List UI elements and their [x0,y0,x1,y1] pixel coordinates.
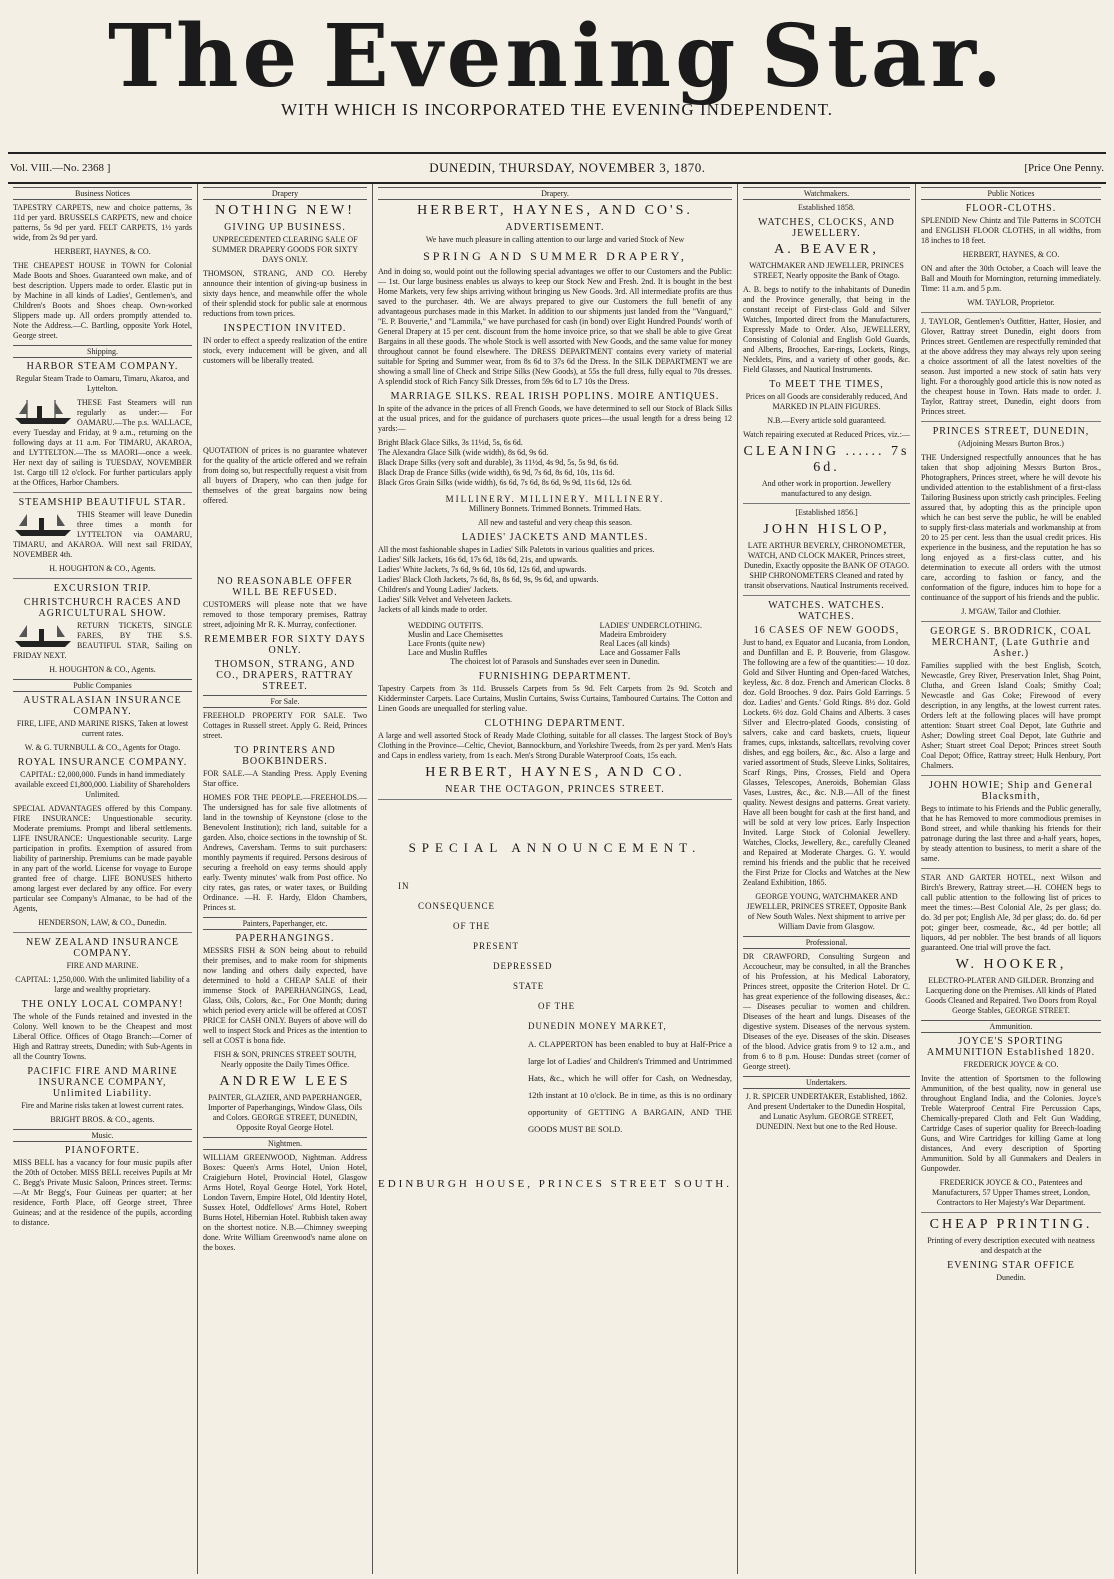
divider [921,868,1101,869]
ad-star-garter: STAR AND GARTER HOTEL, next Wilson and Birch's Brewery, Rattray street.—H. COHEN begs to call public attention to the following list of prices to meet the times:—Best Colonial Ale, 2s per glass; do. do. 3d per pot; English Ale, 3d per glass; do. do. 6d per pot; ginger beer, cosmeade, &c., 4d per bottle; all liquors, 4d per nobbler. The best brands of all liquors guaranteed. One trial will prove the fact. [921,873,1101,952]
section-header: Business Notices [13,187,192,200]
section-header: Ammunition. [921,1020,1101,1033]
ad-taylor: J. TAYLOR, Gentlemen's Outfitter, Hatter, Hosier, and Glover, Rattray street Dunedin, eight doors from Princes street. Gentlemen are respectfully reminded that at the above address they may always rely upon seeing a choice assortment of all the latest novelties of the season. Just imported a new stock of satin hats very light. For a thoroughly good article this is now noted as the cheapest house in Town. Hats made to order. J. Taylor, Rattray street, Dunedin, eight doors from Princes street. [921,317,1101,416]
ad-title: THE ONLY LOCAL COMPANY! [21,999,184,1010]
ad-body: Fire and Marine risks taken at lowest current rates. [21,1101,184,1110]
ad-title: AUSTRALASIAN INSURANCE COMPANY. [23,695,182,717]
section-header: Professional. [743,936,910,949]
ad-body: CUSTOMERS will please note that we have removed to those temporary premises, Rattray street, adjoining Mr R. K. Murray, confectioner. [203,600,367,629]
ad-body: THESE Fast Steamers will run regularly as under:— For OAMARU.—The p.s. WALLACE, every Tuesday and Friday, at 9 a.m., returning on the following days at 11 a.m. For TIMARU, AKAROA, and LYTTELTON.—The ss MAORI—once a week. Her next day of sailing is TUESDAY, NOVEMBER 1st. Cargo till 12 o'clock. For further particulars apply at the Offices, Harbor Chambers. [13,398,192,487]
cascade-line: OF THE [453,921,491,931]
ad-subtitle: Regular Steam Trade to Oamaru, Timaru, Akaroa, and Lyttelton. [15,374,190,393]
list-item: Ladies' Black Cloth Jackets, 7s 6d, 8s, 8s 6d, 9s, 9s 6d, and upwards. [378,575,599,584]
divider [921,1212,1101,1213]
volume-number: Vol. VIII.—No. 2368 ] [10,162,111,174]
list-item: Ladies' Silk Jackets, 16s 6d, 17s 6d, 18s 6d, 21s, and upwards. [378,555,578,564]
ad-subtitle: WATCHMAKER AND JEWELLER, PRINCES STREET, Nearly opposite the Bank of Otago. [749,261,904,280]
list-item: Lace and Muslin Ruffles [408,648,488,657]
list-item: Children's and Young Ladies' Jackets. [378,585,499,594]
ad-crawford: DR CRAWFORD, Consulting Surgeon and Accoucheur, may be consulted, in all the Branches of his Profession, at his Medical Laboratory, Princes street, opposite the Criterion Hotel. Dr C. has great experience of the following diseases, &c.:— Diseases peculiar to women and children. Diseases of the heart and lungs. Diseases of the digestive system. Diseases of the nervous system. Diseases of the eye. Diseases of the skin. Diseases of the blood. Advice gratis from 9 to 12 a.m., and from 6 to 8 p.m. House: Dundas street (corner of George street). [743,952,910,1071]
ad-body: Invite the attention of Sportsmen to the following Ammunition, of the best quality, now in general use throughout England India, and the Colonies. Joyce's Treble Waterproof Central Fire Percussion Caps, Chemically-prepared Cloth and Felt Gun Wadding, Cartridge Cases of superior quality for Breech-loading Guns, and Wire Cartridges for killing Game at long distances, And every description of Sporting Ammunition. Sold by all Gunmakers and Dealers in Gunpowder. [921,1074,1101,1173]
ad-body: THOMSON, STRANG, AND CO. Hereby announce their intention of giving-up business in sixty days hence, and meanwhile offer the whole of their splendid stock for public sale at enormous reductions from town prices. [203,269,367,318]
section-header: Public Notices [921,187,1101,200]
ad-title: HARBOR STEAM COMPANY. [26,361,179,372]
list-item: Madeira Embroidery [599,630,667,639]
ad-body: PAINTER, GLAZIER, AND PAPERHANGER, Importer of Paperhangings, Window Glass, Oils and Colors. GEORGE STREET, DUNEDIN, Opposite Royal George Hotel. [208,1093,362,1132]
wedding-underclothing [378,621,732,657]
ad-signature: FREDERICK JOYCE & CO., Patentees and Manufacturers, 57 Upper Thames street, London, Contractors to Her Majesty's War Department. [931,1178,1091,1207]
ad-return [13,621,192,661]
ad-headline: HERBERT, HAYNES, AND CO'S. [417,203,693,218]
ad-body: ELECTRO-PLATER AND GILDER. Bronzing and Lacquering done on the Premises. All kinds of Plated Goods Cleaned and Repaired. Two Doors from Royal George Stables, GEORGE STREET. [925,976,1097,1015]
divider [13,932,192,933]
cascade-line: DUNEDIN MONEY MARKET, [528,1021,667,1031]
ad-signature: WM. TAYLOR, Proprietor. [967,298,1055,307]
list-item: All the most fashionable shapes in Ladies' Silk Paletots in various qualities and prices. [378,545,655,554]
list-item: Lace and Gossamer Falls [599,648,681,657]
divider [921,421,1101,422]
ad-body: We have much pleasure in calling attention to our large and varied Stock of New [425,235,685,244]
list-item: LADIES' UNDERCLOTHING. [599,621,702,630]
ad-coach: ON and after the 30th October, a Coach will leave the Ball and Mouth for Mornington, returning immediately. Time: 11 a.m. and 5 p.m. [921,264,1101,293]
masthead [8,0,1106,119]
ad-edinburgh-house: EDINBURGH HOUSE, PRINCES STREET SOUTH. [378,1178,732,1190]
divider [13,578,192,579]
masthead-word-3: Star. [761,6,1006,107]
ad-clapperton: A. CLAPPERTON has been enabled to buy at Half-Price a large lot of Ladies' and Children's Trimmed and Untrimmed Hats, &c., which he will offer for Cash, on Wednesday, 12th instant at 10 o'clock. Be in time, as this is no ordinary opportunity of GETTING A BARGAIN, AND THE GOODS MUST BE SOLD. [528,1039,732,1134]
ad-spicer: J. R. SPICER UNDERTAKER, Established, 1862. And present Undertaker to the Dunedin Hospital, and Lunatic Asylum. GEORGE STREET, DUNEDIN. Next but one to the Red House. [745,1092,908,1131]
ad-freehold: FREEHOLD PROPERTY FOR SALE. Two Cottages in Russell street. Apply G. Reid, Princes street. [203,711,367,740]
section-header: Painters, Paperhanger, etc. [203,917,367,930]
ad-body: Dunedin. [996,1273,1026,1282]
masthead-word-2: Evening [323,6,740,107]
ad-title: NO REASONABLE OFFER WILL BE REFUSED. [217,576,353,598]
ad-headline: ANDREW LEES [219,1074,351,1089]
ad-body: Tapestry Carpets from 3s 11d. Brussels Carpets from 5s 9d. Felt Carpets from 2s 9d. Scotch and Kidderminster Carpets. Lace Curtains, Muslin Curtains, Swiss Curtains, Tamboured Curtains. The Cotton and Linen Goods are unequalled for sterling value. [378,684,732,713]
ad-title: WATCHES, CLOCKS, AND JEWELLERY. [758,217,895,239]
ad-title: INSPECTION INVITED. [223,323,347,334]
ad-title: STEAMSHIP BEAUTIFUL STAR. [18,497,187,508]
divider [921,621,1101,622]
ad-title: 16 CASES OF NEW GOODS, [753,625,900,636]
ad-signature: BRIGHT BROS. & CO., agents. [50,1115,155,1124]
ad-title: EVENING STAR OFFICE [947,1260,1075,1271]
list-item: Black Drape Silks (very soft and durable), 3s 11½d, 4s 9d, 5s, 5s 9d, 6s 6d. [378,458,619,467]
ad-body: A. B. begs to notify to the inhabitants of Dunedin and the Province generally, that being in the constant receipt of First-class Gold and Silver Watches, Imported direct from the Manufacturers, Expressly Made to Order. Also, JEWELLERY, Consisting of Colonial and English Gold Guards, and Alberts, Brooches, Ear-rings, Lockets, Rings, Necklets, Pins, and a variety of other goods, &c. Field Glasses, and Nautical Instruments. [743,285,910,374]
wedding-list [408,621,503,657]
ad-signature: THOMSON, STRANG, AND CO., DRAPERS, RATTRAY STREET. [214,659,356,692]
list-item: Black Drap de France Silks (wide width), 6s 9d, 7s 6d, 8s 6d, 10s, 11s 6d. [378,468,615,477]
ad-pianoforte: MISS BELL has a vacancy for four music pupils after the 20th of October. MISS BELL receives Pupils at Mr C. Begg's Private Music Saloon, Princes street. Terms:—At Mr Begg's, Four Guineas per quarter; at her residence, Forth Place, off George street, Three Guineas; and at the residence of the pupils, according to distance. [13,1158,192,1227]
section-header: Drapery. [378,187,732,200]
divider [921,312,1101,313]
ad-body: QUOTATION of prices is no guarantee whatever for the quality of the article offered and we refrain from doing so, but respectfully request a visit from all buyers of Drapery, who can then judge for themselves of the great bargains now being offered. [203,446,367,505]
list-item: WEDDING OUTFITS. [408,621,484,630]
ad-headline: CLEANING ...... 7s 6d. [743,444,910,475]
ad-signature: W. & G. TURNBULL & CO., Agents for Otago. [24,743,181,752]
section-header: Watchmakers. [743,187,910,200]
issue-date: DUNEDIN, THURSDAY, NOVEMBER 3, 1870. [429,160,706,175]
ad-body: The choicest lot of Parasols and Sunshades ever seen in Dunedin. [450,657,660,666]
ad-signature: HERBERT, HAYNES, & CO. [962,250,1060,259]
ad-carpets: TAPESTRY CARPETS, new and choice patterns, 3s 11d per yard. BRUSSELS CARPETS, new and choice patterns, 5s 9d per yard. FELT CARPETS, 1½ yards wide, from 2s 9d per yard. [13,203,192,242]
masthead-subtitle: WITH WHICH IS INCORPORATED THE EVENING INDEPENDENT. [281,100,833,119]
ad-signature: H. HOUGHTON & CO., Agents. [49,665,156,674]
ad-title: NEW ZEALAND INSURANCE COMPANY. [25,937,180,959]
ad-press: FOR SALE.—A Standing Press. Apply Evening Star office. [203,769,367,788]
ad-signature: HERBERT, HAYNES, & CO. [54,247,151,256]
ad-headline: NOTHING NEW! [215,203,355,218]
ad-greenwood: WILLIAM GREENWOOD, Nightman. Address Boxes: Queen's Arms Hotel, Union Hotel, Craigieburn Hotel, Provincial Hotel, Glasgow Arms Hotel, Royal George Hotel, York Hotel, London Tavern, Empire Hotel, Old Identity Hotel, Sussex Hotel, Oddfellows' Arms Hotel, Robert Burns Hotel, Hibernian Hotel. Rubbish taken away on the shortest notice. N.B.—Chimney sweeping done. Write William Greenwood's name alone on the boxes. [203,1153,367,1252]
ad-subtitle: Millinery Bonnets. Trimmed Bonnets. Trimmed Hats. [468,504,641,513]
ad-body: RETURN TICKETS, SINGLE FARES, BY THE S.S. BEAUTIFUL STAR, Sailing on FRIDAY NEXT. [13,621,192,660]
list-item: Jackets of all kinds made to order. [378,605,488,614]
millinery-heading: MILLINERY. MILLINERY. MILLINERY. [445,494,665,504]
divider [921,775,1101,776]
underclothing-list [600,621,702,657]
ad-special-advantages: SPECIAL ADVANTAGES offered by this Company. FIRE INSURANCE: Unquestionable security. Moderate premiums. Prompt and liberal settlements. LIFE INSURANCE: Unquestionable security. Large participation in profits. Exemption of assured from liability of partnership. Premiums can be made payable in any part of the world. License for voyage to Europe granted free of charge. LIFE BONUSES hitherto among largest ever declared by any office. For every particular see Company's Almanac, to be had of the Agents, [13,804,192,913]
ad-title: EXCURSION TRIP. [53,583,152,594]
silk-price-list [378,438,732,488]
ad-title: MARRIAGE SILKS. REAL IRISH POPLINS. MOIRE ANTIQUES. [390,391,720,402]
section-header: Shipping. [13,345,192,358]
cascade-line: CONSEQUENCE [418,901,496,911]
ad-established: [Established 1856.] [795,508,858,517]
ad-beautiful-star [13,510,192,560]
ad-title: LADIES' JACKETS AND MANTLES. [461,532,649,543]
cascade-line: DEPRESSED [493,961,553,971]
ad-body: IN order to effect a speedy realization of the entire stock, every inducement will be given, and all customers will be liberally treated. [203,336,367,365]
ad-title: FURNISHING DEPARTMENT. [478,671,632,682]
ad-title: PACIFIC FIRE AND MARINE INSURANCE COMPANY, Unlimited Liability. [27,1066,178,1099]
list-item: Ladies' White Jackets, 7s 6d, 9s 6d, 10s 6d, 12s 6d, and upwards. [378,565,587,574]
cascade-line: IN [398,881,410,891]
ad-body: And other work in proportion. Jewellery manufactured to any design. [761,479,892,498]
list-item: Bright Black Glace Silks, 3s 11½d, 5s, 6s 6d. [378,438,523,447]
ad-body: THIS Steamer will leave Dunedin three times a month for LYTTELTON via OAMARU, TIMARU, and AKAROA. Will next sail FRIDAY, NOVEMBER 4th. [13,510,192,559]
divider [13,492,192,493]
ad-body: N.B.—Every article sold guaranteed. [767,416,886,425]
ad-title: JOHN HOWIE; Ship and General Blacksmith, [928,780,1094,802]
cascade-line: OF THE [538,1001,576,1011]
column-4 [738,184,916,1574]
ad-body: Prices on all Goods are considerably reduced, And MARKED IN PLAIN FIGURES. [745,392,908,411]
ad-signature: H. HOUGHTON & CO., Agents. [49,564,156,573]
ad-body: Just to hand, ex Equator and Lucania, from London, and Dunfillan and E. P. Bouverie, from Glasgow. The following are a few of the quantities:— 10 doz. Gold and Silver Hunting and Open-faced Watches, keyless, &c. 8 doz. French and American Clocks. 8 doz. Gold Brooches. 9 doz. Pairs Gold Earrings. 5 doz. Ladies' and Gents.' Gold Rings. 8½ doz. Gold Lockets. 6½ doz. Gold Chains and Alberts. 3 cases Silver and Electro-plated Goods, consisting of salvers, cake and card baskets, cruets, liqueur frames, cups, inkstands, saltcellars, revolving cover dishes, and egg boilers, &c., &c. Also a large and varied assortment of Studs, Sleeve Links, Solitaires, Scarf Rings, Pins, Crosses, Field and Opera Glasses, Telescopes, Aneroids, Bohemian Glass Vases, Lustres, &c., &c. N.B.—All of the finest quality. Newest designs and patterns. Great variety. Have all been bought for cash at the first hand, and will be sold at very low prices. Early Inspection Invited. Large Stock of Colonial Jewellery. Watches, Clocks, Jewellery, &c., carefully Cleaned and Repaired at Moderate Charges. G. Y. would remind his friends and the public that he received the First Prize for Clocks and Watches at the New Zealand Exhibition, 1865. [743,638,910,887]
section-header: For Sale. [203,695,367,708]
ad-boots: THE CHEAPEST HOUSE in TOWN for Colonial Made Boots and Shoes. Guaranteed own make, and of best description. Uppers made to order. Elastic put in by Machine in all kinds of Ladies', Gentlemen's, and Children's Boots and Shoes cheap. Own-worked Slippers made up. All orders promptly attended to. Note the Address.—C. Bartling, opposite York Hotel, George street. [13,261,192,340]
ad-headline: W. HOOKER, [955,957,1067,972]
ad-fish: MESSRS FISH & SON being about to rebuild their premises, and to make room for shipments now landing and others daily expected, have determined to hold a CHEAP SALE of their immense Stock of PAPERHANGINGS, Lead, Glass, Oils, Colors, &c., For One Month; during which period every article will be offered at COST PRICE for CASH ONLY. Buyers of above will do well to inspect Stock and Prices as the intention to sell at COST is bona fide. [203,946,367,1045]
ad-title: To MEET THE TIMES, [769,379,884,390]
ad-established: Established 1858. [798,203,855,212]
steamship-icon [13,398,73,426]
ad-headline: A. BEAVER, [774,242,879,257]
ad-body: FIRE, LIFE, AND MARINE RISKS, Taken at lowest current rates. [16,719,189,738]
ad-body: Watch repairing executed at Reduced Prices, viz.:— [743,430,910,439]
ad-body: Printing of every description executed with neatness and despatch at the [927,1236,1095,1255]
steamship-icon [13,510,73,538]
ad-headline: JOHN HISLOP, [763,522,890,537]
ad-headline: SPRING AND SUMMER DRAPERY, [423,249,687,263]
ad-signature: HENDERSON, LAW, & CO., Dunedin. [38,918,167,927]
columns [8,184,1106,1574]
divider [743,503,910,504]
ad-title: ADVERTISEMENT. [505,222,605,233]
ad-title: CLOTHING DEPARTMENT. [484,718,626,729]
ad-body: LATE ARTHUR BEVERLY, CHRONOMETER, WATCH, AND CLOCK MAKER, Princes street, Dunedin, Exactly opposite the BANK OF OTAGO. SHIP CHRONOMETERS Cleaned and rated by transit observations. Nautical Instruments received. [743,541,910,590]
ad-body: All new and tasteful and very cheap this season. [478,518,632,527]
dateline [8,152,1106,184]
section-header: Music. [13,1129,192,1142]
ad-title: CHRISTCHURCH RACES AND AGRICULTURAL SHOW. [23,597,182,619]
ad-signature: HERBERT, HAYNES, AND CO. [425,765,685,780]
cascade-line: STATE [513,981,545,991]
list-item: The Alexandra Glace Silk (wide width), 8s 6d, 9s 6d. [378,448,549,457]
list-item: Real Laces (all kinds) [599,639,670,648]
list-item: Muslin and Lace Chemisettes [408,630,503,639]
ad-body: Families supplied with the best English, Scotch, Newcastle, Grey River, Preservation Inlet, Shag Point, Clutha, and Green Island Coals; Smithy Coal; Newcastle and Gas Coke; Firewood of every description, in any lengths, at the lowest current rates. Orders left at the following places will have prompt attention: Stuart street Coal Depot, late Guthrie and Asher; Dowling street Coal Depot, late Guthrie and Asher; Stuart street Coal Depot; Princes street South Coal Depot; Office, Rattray street; Hulk Henbury, Port Chalmers. [921,661,1101,770]
ad-signature: FISH & SON, PRINCES STREET SOUTH, Nearly opposite the Daily Times Office. [213,1050,357,1069]
ad-signature: J. M'GAW, Tailor and Clothier. [961,607,1061,616]
ad-headline: CHEAP PRINTING. [929,1217,1093,1232]
ad-title: PIANOFORTE. [64,1145,141,1156]
ad-title: PRINCES STREET, DUNEDIN, [932,426,1090,437]
ad-harbor [13,398,192,488]
ad-body: CAPITAL: £2,000,000. Funds in hand immediately available exceed £1,800,000. Liability of Shareholders Unlimited. [14,770,191,799]
ad-title: GEORGE S. BRODRICK, COAL MERCHANT, (Late Guthrie and Asher.) [930,626,1092,659]
announcement-cascade [378,876,732,1036]
section-header: Public Companies [13,679,192,692]
list-item: Ladies' Silk Velvet and Velveteen Jackets. [378,595,512,604]
ad-body: SPLENDID New Chintz and Tile Patterns in SCOTCH and ENGLISH FLOOR CLOTHS, in all widths, from 18 inches to 18 feet. [921,216,1101,245]
divider [378,799,732,800]
ad-homes: HOMES FOR THE PEOPLE.—FREEHOLDS.—The undersigned has for sale five allotments of land in the township of Keynstone (close to the Benevolent Institution); rich land, suitable for a garden. Also, choice sections in the township of St. Andrews, Caversham. Terms to suit purchasers: monthly payments if required. Persons desirous of securing a freehold on easy terms should apply early. Twenty minutes' walk from Post office. No city rates, gas rates, or water taxes, or Building Ordinance. —H. F. Hardy, Eldon Chambers, Princes st. [203,793,367,912]
ad-body: THE Undersigned respectfully announces that he has taken that shop adjoining Messrs Burton Bros., Photographers, Princes street, where he will devote his undivided attention to the establishment of a first-class Tailoring Business upon strictly cash principles. Feeling assured that, by adopting this as the principle upon which he can best serve the public, he will be enabled to supply first-class materials and workmanship at from 20 to 25 per cent. less than the usual credit prices. His experience in the business, and the reputation he has so long enjoyed as a first-class cutter, and his determination to execute all orders with the utmost care, according to fashion or fancy, and the conformation of the figure, induces him to hope for a continuance of the support of his friends and the public. [921,453,1101,602]
ad-body: A large and well assorted Stock of Ready Made Clothing, suitable for all classes. The largest Stock of Boy's Clothing in the Province—Celtic, Cheviot, Bannockburn, and Yorkshire Tweeds, from 2s per yard. Men's Hats and Caps in endless variety, from 1s each. Men's Strong Durable Waterproof Coats, 15s each. [378,731,732,760]
special-announcement-title: SPECIAL ANNOUNCEMENT. [408,840,702,855]
column-2 [198,184,373,1574]
ad-title: FLOOR-CLOTHS. [965,203,1057,214]
ad-address: NEAR THE OCTAGON, PRINCES STREET. [445,784,665,795]
column-5 [916,184,1106,1574]
ad-signature: GEORGE YOUNG, WATCHMAKER AND JEWELLER, PRINCES STREET, Opposite Bank of New South Wales. Next shipment to arrive per William Davie from Glasgow. [746,892,907,931]
section-header: Undertakers. [743,1076,910,1089]
ad-title: ROYAL INSURANCE COMPANY. [17,757,188,768]
masthead-title [8,6,1106,107]
ad-title: WATCHES. WATCHES. WATCHES. [768,600,885,622]
ad-title: PAPERHANGINGS. [235,933,335,944]
price: [Price One Penny. [1024,162,1104,174]
ad-subtitle: FREDERICK JOYCE & CO. [963,1060,1059,1069]
ad-title: REMEMBER FOR SIXTY DAYS ONLY. [204,634,366,656]
ad-title: TO PRINTERS AND BOOKBINDERS. [234,745,336,767]
ad-subtitle: FIRE AND MARINE. [66,961,139,970]
ad-subtitle: UNPRECEDENTED CLEARING SALE OF SUMMER DRAPERY GOODS FOR SIXTY DAYS ONLY. [212,235,358,264]
column-1 [8,184,198,1574]
ad-title: JOYCE'S SPORTING AMMUNITION Established 1820. [926,1036,1096,1058]
list-item: Lace Fronts (quite new) [408,639,485,648]
section-header: Drapery [203,187,367,200]
cascade-line: PRESENT [473,941,520,951]
ad-body: The whole of the Funds retained and invested in the Colony. Well known to be the Cheapest and most Liberal Office. Offices of Otago Branch:—Corner of High and Rattray streets, Dunedin; with Sub-Agents in all the Country Towns. [13,1012,192,1061]
divider [743,595,910,596]
section-header: Nightmen. [203,1137,367,1150]
ad-body: And in doing so, would point out the following special advantages we offer to our Customers and the Public:— 1st. Our large business enables us always to keep our Stock New and Fresh. 2nd. It is bought in the best Home Markets, very few ships arriving without bringing us New Goods. 3rd. All intermediate profits are thus saved to the purchaser. 4th. We are always prepared to give our Customers the full benefit of any advantageous purchases made in this Market. In addition to our shipments just landed from the "Vanguard," "E. P. Bouverie," and "Lammila," we have purchased for cash (in bond) over Eight Hundred Pounds' worth of General Drapery at 15 per cent. discount from the home invoice price, so that we shall be able to give Great Bargains in all these goods. The whole Stock is well assorted with New Goods, and the same value for money throughout cannot be found elsewhere. The DRESS DEPARTMENT contains every variety of material suitable for Spring and Summer wear, from 8s 6d to 37s 6d the Dress. In the SILK DEPARTMENT we are showing a small line of Check and Stripe Silks (New Goods), at 55s the full dress, fully equal to 70s dresses. A splendid stock of Rich Fancy Silk Dresses, from 59s 6d to L7 10s the Dress. [378,267,732,386]
ad-body: CAPITAL: 1,250,000. With the unlimited liability of a large and wealthy proprietary. [15,975,190,994]
column-3 [373,184,738,1574]
jacket-price-list [378,545,732,615]
ad-body: In spite of the advance in the prices of all French Goods, we have determined to sell our Stock of Black Silks at the usual prices, and for the guidance of purchasers quote prices—the usual length for a dress being 12 yards:— [378,404,732,433]
ad-subtitle: (Adjoining Messrs Burton Bros.) [958,439,1064,448]
masthead-word-1: The [108,6,302,107]
ad-title: GIVING UP BUSINESS. [224,222,346,233]
list-item: Black Gros Grain Silks (wide width), 6s 6d, 7s 6d, 8s 6d, 9s 9d, 11s 6d, 12s 6d. [378,478,632,487]
ad-body: Begs to intimate to his Friends and the Public generally, that he has Removed to more commodious premises in Bond street, and while thanking his friends for their patronage during the last three and a-half years, hopes, by steady attention to business, to merit a share of the same. [921,804,1101,863]
steamship-icon [13,621,73,649]
